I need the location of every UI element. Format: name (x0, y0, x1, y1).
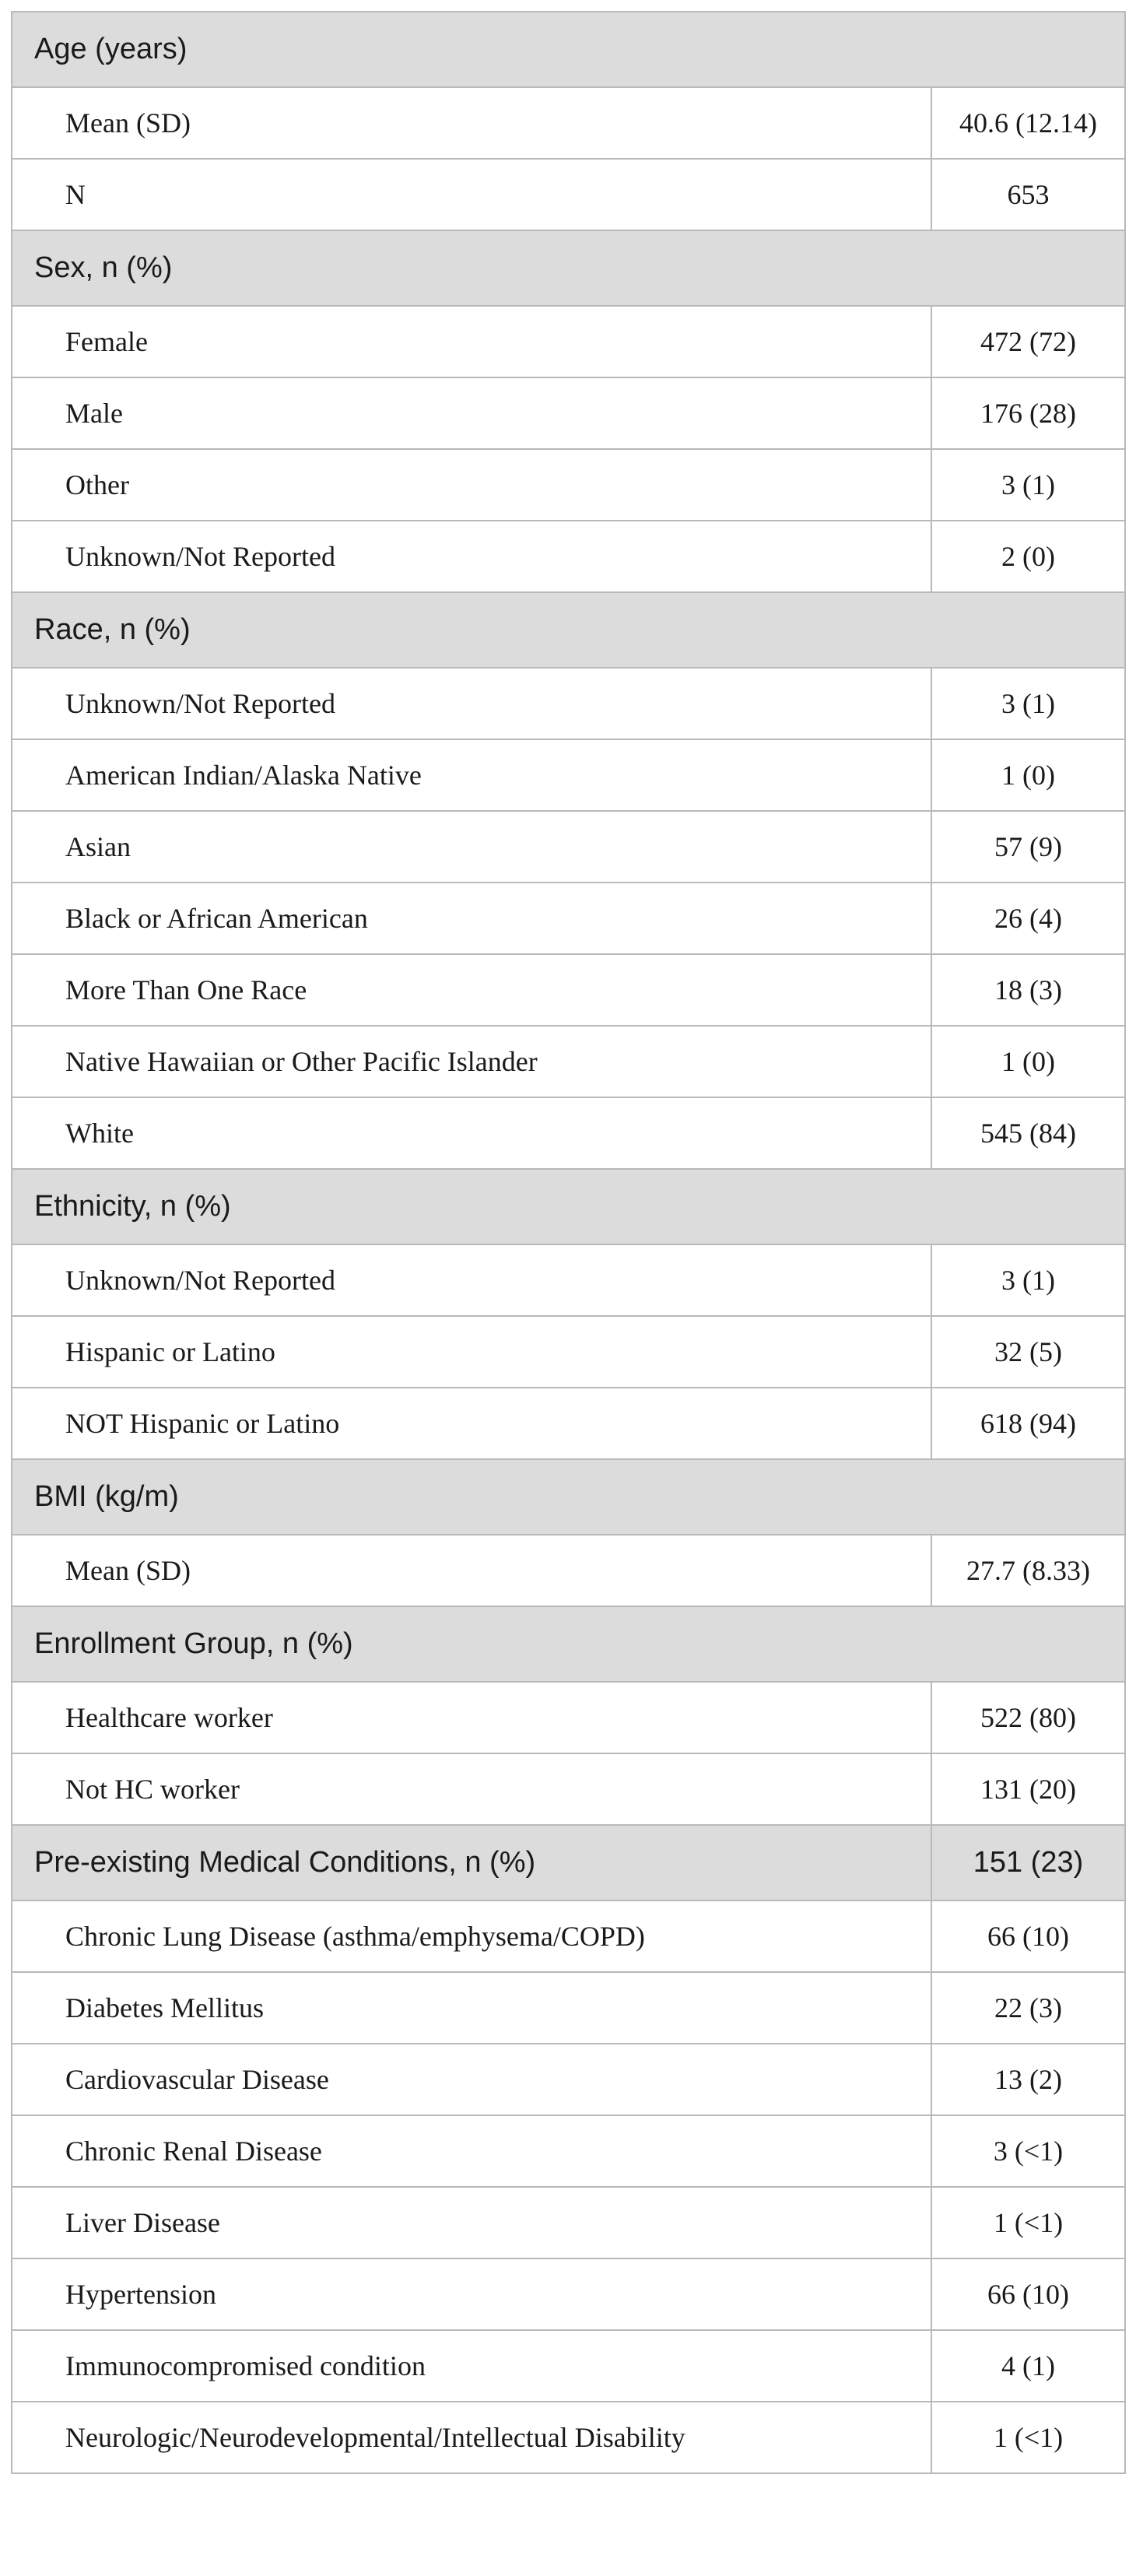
row-label: Unknown/Not Reported (12, 1244, 931, 1316)
row-label: American Indian/Alaska Native (12, 739, 931, 811)
row-label: Chronic Lung Disease (asthma/emphysema/COPD) (12, 1900, 931, 1972)
row-value: 3 (1) (931, 449, 1125, 521)
row-label: Male (12, 377, 931, 449)
row-value: 618 (94) (931, 1388, 1125, 1459)
row-label: N (12, 159, 931, 230)
table-row (12, 668, 1125, 739)
row-value: 66 (10) (931, 2258, 1125, 2330)
table-row (12, 87, 1125, 159)
row-value: 3 (1) (931, 1244, 1125, 1316)
row-label: Mean (SD) (12, 1535, 931, 1606)
table-row (12, 811, 1125, 883)
row-label: Not HC worker (12, 1753, 931, 1825)
row-value: 32 (5) (931, 1316, 1125, 1388)
row-label: Unknown/Not Reported (12, 521, 931, 592)
table-row (12, 1388, 1125, 1459)
row-value: 472 (72) (931, 306, 1125, 377)
row-value: 131 (20) (931, 1753, 1125, 1825)
row-value: 653 (931, 159, 1125, 230)
table-row (12, 1753, 1125, 1825)
row-label: Neurologic/Neurodevelopmental/Intellectual Disability (12, 2402, 931, 2473)
table-row (12, 1026, 1125, 1097)
row-value: 40.6 (12.14) (931, 87, 1125, 159)
table-row (12, 2115, 1125, 2187)
table-row (12, 521, 1125, 592)
section-header-row (12, 592, 1125, 668)
row-label: Native Hawaiian or Other Pacific Islander (12, 1026, 931, 1097)
section-label: Race, n (%) (12, 592, 1125, 668)
table-body (12, 12, 1125, 2473)
section-value: 151 (23) (931, 1825, 1125, 1900)
row-value: 1 (<1) (931, 2402, 1125, 2473)
table-row (12, 159, 1125, 230)
row-value: 522 (80) (931, 1682, 1125, 1753)
row-label: Chronic Renal Disease (12, 2115, 931, 2187)
row-label: Female (12, 306, 931, 377)
row-label: Other (12, 449, 931, 521)
row-value: 3 (1) (931, 668, 1125, 739)
table-row (12, 1316, 1125, 1388)
table-row (12, 1535, 1125, 1606)
table-row (12, 1972, 1125, 2044)
table-row (12, 2402, 1125, 2473)
row-value: 1 (<1) (931, 2187, 1125, 2258)
section-header-row (12, 12, 1125, 87)
row-label: Unknown/Not Reported (12, 668, 931, 739)
table-row (12, 377, 1125, 449)
row-label: Healthcare worker (12, 1682, 931, 1753)
section-header-row (12, 1825, 1125, 1900)
table-row (12, 1900, 1125, 1972)
section-header-row (12, 1169, 1125, 1244)
row-label: Liver Disease (12, 2187, 931, 2258)
row-label: Cardiovascular Disease (12, 2044, 931, 2115)
row-label: More Than One Race (12, 954, 931, 1026)
section-label: Enrollment Group, n (%) (12, 1606, 1125, 1682)
table-row (12, 449, 1125, 521)
table-row (12, 1244, 1125, 1316)
row-value: 1 (0) (931, 739, 1125, 811)
row-label: Diabetes Mellitus (12, 1972, 931, 2044)
row-value: 545 (84) (931, 1097, 1125, 1169)
row-label: Immunocompromised condition (12, 2330, 931, 2402)
table-row (12, 883, 1125, 954)
row-value: 57 (9) (931, 811, 1125, 883)
row-value: 18 (3) (931, 954, 1125, 1026)
section-header-row (12, 1606, 1125, 1682)
section-label: BMI (kg/m) (12, 1459, 1125, 1535)
row-label: White (12, 1097, 931, 1169)
row-value: 26 (4) (931, 883, 1125, 954)
section-label: Pre-existing Medical Conditions, n (%) (12, 1825, 931, 1900)
section-label: Age (years) (12, 12, 1125, 87)
table-row (12, 306, 1125, 377)
table-row (12, 2330, 1125, 2402)
row-value: 2 (0) (931, 521, 1125, 592)
row-label: Black or African American (12, 883, 931, 954)
row-label: Mean (SD) (12, 87, 931, 159)
row-label: Hispanic or Latino (12, 1316, 931, 1388)
row-label: Hypertension (12, 2258, 931, 2330)
row-value: 66 (10) (931, 1900, 1125, 1972)
table-row (12, 1682, 1125, 1753)
row-value: 3 (<1) (931, 2115, 1125, 2187)
section-label: Ethnicity, n (%) (12, 1169, 1125, 1244)
table-row (12, 739, 1125, 811)
table-row (12, 2187, 1125, 2258)
row-value: 22 (3) (931, 1972, 1125, 2044)
demographics-table (11, 11, 1126, 2474)
section-label: Sex, n (%) (12, 230, 1125, 306)
row-value: 13 (2) (931, 2044, 1125, 2115)
table-row (12, 2258, 1125, 2330)
row-value: 1 (0) (931, 1026, 1125, 1097)
table-row (12, 2044, 1125, 2115)
section-header-row (12, 1459, 1125, 1535)
table-row (12, 1097, 1125, 1169)
row-value: 4 (1) (931, 2330, 1125, 2402)
row-value: 176 (28) (931, 377, 1125, 449)
row-label: Asian (12, 811, 931, 883)
row-value: 27.7 (8.33) (931, 1535, 1125, 1606)
demographics-table-container (11, 11, 1124, 2474)
section-header-row (12, 230, 1125, 306)
table-row (12, 954, 1125, 1026)
row-label: NOT Hispanic or Latino (12, 1388, 931, 1459)
